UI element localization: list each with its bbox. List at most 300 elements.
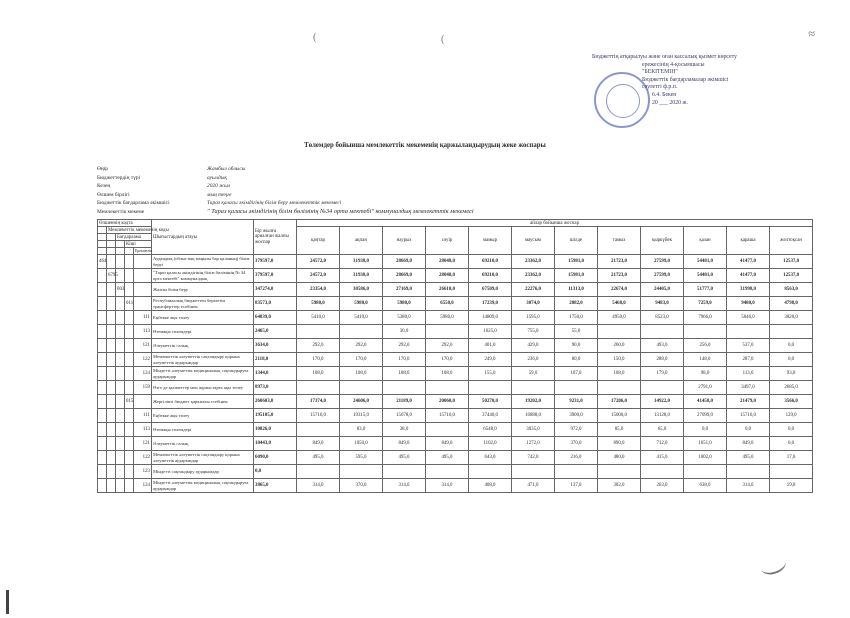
month-value-cell: 108,0 <box>383 367 426 381</box>
month-value-cell: 6550,0 <box>426 297 469 311</box>
code-cell: 011 <box>125 297 134 311</box>
month-value-cell: 1750,0 <box>555 311 598 325</box>
table-row <box>98 311 813 325</box>
code-cell <box>116 367 125 381</box>
code-cell: 121 <box>134 339 152 353</box>
month-value-cell: 83,0 <box>340 423 383 437</box>
month-value-cell: 495,0 <box>297 451 340 465</box>
month-value-cell: 15716,0 <box>727 409 770 423</box>
month-value-cell: 31938,0 <box>340 255 383 269</box>
meta-row <box>97 191 474 200</box>
month-value-cell: 54481,0 <box>684 255 727 269</box>
table-row <box>98 437 813 451</box>
code-cell: 111 <box>134 409 152 423</box>
month-value-cell <box>684 325 727 339</box>
month-value-cell: 113,0 <box>727 367 770 381</box>
code-cell <box>134 395 152 409</box>
month-value-cell: 0,0 <box>770 423 813 437</box>
month-header: сәуір <box>426 227 469 255</box>
month-value-cell: 742,0 <box>512 451 555 465</box>
month-value-cell: 9231,0 <box>555 395 598 409</box>
annual-total-cell: 0,0 <box>254 465 297 479</box>
code-cell <box>107 409 116 423</box>
code-cell <box>125 255 134 269</box>
code-cell <box>125 381 134 395</box>
annual-total-cell: 3634,0 <box>254 339 297 353</box>
code-cell <box>125 479 134 493</box>
month-header: қаңтар <box>297 227 340 255</box>
month-header: мамыр <box>469 227 512 255</box>
annual-total-cell: 1344,0 <box>254 367 297 381</box>
expense-name-cell: Өзге де қызметтер мен жұмыстарға ақы төлеу <box>152 381 254 395</box>
month-value-cell: 22276,0 <box>512 283 555 297</box>
code-cell <box>98 409 107 423</box>
col-header-gov-code: Мемлекеттік мекеменің коды <box>108 227 169 233</box>
month-value-cell: 3566,0 <box>770 395 813 409</box>
month-value-cell: 5980,0 <box>340 297 383 311</box>
code-cell <box>134 269 152 283</box>
code-cell <box>134 297 152 311</box>
month-value-cell: 129,0 <box>770 409 813 423</box>
month-value-cell: 755,0 <box>512 325 555 339</box>
month-value-cell: 314,0 <box>727 479 770 493</box>
code-cell <box>116 423 125 437</box>
month-value-cell: 3900,0 <box>555 409 598 423</box>
code-cell <box>98 381 107 395</box>
annual-total-cell: 2118,0 <box>254 353 297 367</box>
month-value-cell: 1272,0 <box>512 437 555 451</box>
table-row <box>98 325 813 339</box>
code-cell: 124 <box>134 479 152 493</box>
table-row <box>98 465 813 479</box>
month-value-cell: 5410,0 <box>340 311 383 325</box>
month-value-cell: 1651,0 <box>684 437 727 451</box>
month-value-cell: 292,0 <box>340 339 383 353</box>
annual-total-cell: 347274,0 <box>254 283 297 297</box>
month-value-cell: 21479,0 <box>727 395 770 409</box>
code-cell <box>116 381 125 395</box>
code-cell <box>116 451 125 465</box>
month-value-cell: 17,0 <box>770 451 813 465</box>
month-value-cell <box>426 465 469 479</box>
month-value-cell <box>770 325 813 339</box>
code-cell <box>98 479 107 493</box>
month-value-cell: 7966,0 <box>684 311 727 325</box>
month-value-cell: 17239,0 <box>469 297 512 311</box>
month-value-cell: 370,0 <box>340 479 383 493</box>
month-value-cell: 28048,0 <box>426 269 469 283</box>
month-value-cell: 90,0 <box>555 339 598 353</box>
code-cell <box>107 437 116 451</box>
annual-total-cell: 8973,0 <box>254 381 297 395</box>
table-row <box>98 451 813 465</box>
month-value-cell: 415,0 <box>641 451 684 465</box>
month-value-cell: 429,0 <box>512 339 555 353</box>
code-cell <box>98 353 107 367</box>
month-value-cell: 537,0 <box>727 339 770 353</box>
month-value-cell: 314,0 <box>426 479 469 493</box>
code-cell <box>116 395 125 409</box>
meta-label: Бюджеттердің түрі <box>97 174 141 181</box>
code-cell: 124 <box>134 367 152 381</box>
code-cell <box>98 437 107 451</box>
month-value-cell <box>641 465 684 479</box>
month-value-cell: 23362,0 <box>512 255 555 269</box>
month-value-cell: 80,0 <box>555 353 598 367</box>
month-value-cell: 480,0 <box>598 451 641 465</box>
month-header: желтоқсан <box>770 227 813 255</box>
code-cell: 6795 <box>107 269 116 283</box>
month-value-cell: 7259,0 <box>684 297 727 311</box>
month-value-cell: 21189,0 <box>383 395 426 409</box>
month-value-cell: 108,0 <box>426 367 469 381</box>
month-value-cell: 5410,0 <box>297 311 340 325</box>
month-value-cell: 93,0 <box>770 367 813 381</box>
month-value-cell: 85,0 <box>598 423 641 437</box>
col-header-name: Шығыстардың атауы <box>152 220 254 255</box>
month-value-cell: 401,0 <box>469 339 512 353</box>
month-value-cell: 17374,0 <box>297 395 340 409</box>
month-value-cell: 28669,0 <box>383 255 426 269</box>
month-value-cell: 31998,0 <box>727 283 770 297</box>
scan-mark: ( <box>313 32 317 43</box>
meta-label: Мемлекеттік мекеме <box>97 208 145 215</box>
code-cell <box>107 395 116 409</box>
code-cell: 123 <box>134 465 152 479</box>
scan-edge-mark <box>6 590 9 614</box>
month-value-cell: 41458,0 <box>684 395 727 409</box>
month-value-cell: 24405,0 <box>641 283 684 297</box>
month-value-cell: 23362,0 <box>512 269 555 283</box>
month-value-cell: 24606,0 <box>340 395 383 409</box>
code-cell <box>98 325 107 339</box>
code-cell <box>125 409 134 423</box>
expense-name-cell: Еңбекке ақы төлеу <box>152 311 254 325</box>
code-cell <box>125 451 134 465</box>
month-value-cell <box>684 465 727 479</box>
month-value-cell: 15678,0 <box>383 409 426 423</box>
col-header-total: Бір жылға арналған жалпы жоспар <box>254 220 297 255</box>
month-value-cell: 1050,0 <box>340 437 383 451</box>
code-cell <box>116 255 125 269</box>
code-cell <box>116 325 125 339</box>
code-cell <box>125 325 134 339</box>
expense-name-cell: Өтемақы төлемдері <box>152 423 254 437</box>
month-value-cell <box>340 325 383 339</box>
scan-mark: ( <box>441 34 445 45</box>
month-value-cell: 30,0 <box>383 325 426 339</box>
month-value-cell: 27599,0 <box>641 269 684 283</box>
month-value-cell <box>641 381 684 395</box>
code-cell <box>116 479 125 493</box>
month-value-cell <box>383 465 426 479</box>
code-cell <box>125 367 134 381</box>
month-value-cell: 24572,0 <box>297 255 340 269</box>
month-value-cell: 108,0 <box>598 367 641 381</box>
month-value-cell: 170,0 <box>426 353 469 367</box>
month-value-cell: 292,0 <box>383 339 426 353</box>
code-cell: 113 <box>134 325 152 339</box>
month-value-cell: 471,0 <box>512 479 555 493</box>
month-value-cell: 12537,0 <box>770 255 813 269</box>
code-cell <box>98 311 107 325</box>
table-row <box>98 395 813 409</box>
annual-total-cell: 2465,0 <box>254 325 297 339</box>
month-value-cell: 287,0 <box>727 353 770 367</box>
month-value-cell: 170,0 <box>340 353 383 367</box>
month-value-cell <box>297 423 340 437</box>
month-value-cell: 20060,0 <box>426 395 469 409</box>
code-cell <box>98 339 107 353</box>
month-value-cell: 55,0 <box>555 325 598 339</box>
month-value-cell <box>598 381 641 395</box>
month-header: қараша <box>727 227 770 255</box>
code-cell <box>107 451 116 465</box>
col-header-months-group: айлар бойынша жоспар <box>297 220 813 227</box>
month-value-cell: 5468,0 <box>598 297 641 311</box>
code-cell <box>98 465 107 479</box>
meta-row <box>97 199 474 208</box>
table-row <box>98 339 813 353</box>
month-value-cell: 13128,0 <box>641 409 684 423</box>
month-value-cell: 849,0 <box>297 437 340 451</box>
month-value-cell: 849,0 <box>383 437 426 451</box>
month-value-cell: 69210,0 <box>469 269 512 283</box>
month-value-cell: 9480,0 <box>727 297 770 311</box>
month-value-cell: 495,0 <box>727 451 770 465</box>
month-value-cell: 98,0 <box>684 367 727 381</box>
month-value-cell: 170,0 <box>297 353 340 367</box>
month-value-cell: 28669,0 <box>383 269 426 283</box>
month-value-cell <box>297 465 340 479</box>
month-value-cell: 27099,0 <box>684 409 727 423</box>
month-value-cell: 288,0 <box>641 353 684 367</box>
annual-total-cell: 379597,0 <box>254 269 297 283</box>
expense-name-cell: Мемлекеттік әлеуметтік сақтандыру қорына әлеуметтік аударымдар <box>152 353 254 367</box>
meta-value: ауылдық <box>207 174 227 181</box>
code-cell <box>125 283 134 297</box>
month-value-cell <box>727 325 770 339</box>
annual-total-cell: 3865,0 <box>254 479 297 493</box>
expense-name-cell: Мемлекеттік әлеуметтік сақтандыру қорына әлеуметтік аударымдар <box>152 451 254 465</box>
meta-row <box>97 174 474 183</box>
meta-value: мың теңге <box>207 191 232 198</box>
month-value-cell: 69210,0 <box>469 255 512 269</box>
expense-name-cell: Міндетті әлеуметтік медициналық сақтандыруға аударымдар <box>152 479 254 493</box>
code-cell <box>107 465 116 479</box>
month-value-cell: 2791,0 <box>684 381 727 395</box>
month-value-cell: 292,0 <box>297 339 340 353</box>
code-cell <box>107 311 116 325</box>
meta-label: Өңір <box>97 166 108 172</box>
col-header-program: Бағдарлама <box>116 234 152 241</box>
code-cell <box>134 255 152 269</box>
month-value-cell: 260,0 <box>598 339 641 353</box>
month-value-cell: 4950,0 <box>598 311 641 325</box>
month-value-cell: 216,0 <box>555 451 598 465</box>
table-row <box>98 297 813 311</box>
month-header: қыркүйек <box>641 227 684 255</box>
month-value-cell: 1595,0 <box>512 311 555 325</box>
month-value-cell: 16888,0 <box>512 409 555 423</box>
month-value-cell: 137,0 <box>555 479 598 493</box>
code-cell <box>107 325 116 339</box>
month-value-cell: 1002,0 <box>684 451 727 465</box>
month-value-cell: 890,0 <box>598 437 641 451</box>
month-value-cell: 638,0 <box>684 479 727 493</box>
month-value-cell: 0,0 <box>727 423 770 437</box>
table-row <box>98 353 813 367</box>
expense-name-cell: Республикалық бюджеттен берілетін трансферттер есебінен <box>152 297 254 311</box>
code-cell <box>116 297 125 311</box>
code-cell <box>107 339 116 353</box>
month-value-cell <box>469 465 512 479</box>
code-cell <box>116 353 125 367</box>
month-value-cell: 712,0 <box>641 437 684 451</box>
table-row <box>98 479 813 493</box>
month-value-cell: 108,0 <box>297 367 340 381</box>
month-value-cell: 150,0 <box>598 353 641 367</box>
month-value-cell: 0,0 <box>770 437 813 451</box>
month-value-cell <box>297 325 340 339</box>
code-cell: 464 <box>98 255 107 269</box>
expense-name-cell: Әлеуметтік салық <box>152 339 254 353</box>
month-value-cell: 15981,0 <box>555 255 598 269</box>
month-value-cell: 0,0 <box>770 353 813 367</box>
meta-value: Тараз қаласы әкімдігінің білім беру мемлекеттік мекемесі <box>207 200 342 207</box>
table-row <box>98 409 813 423</box>
col-header-subprogram: Кіші <box>125 241 152 248</box>
month-header: наурыз <box>383 227 426 255</box>
annual-total-cell: 260603,0 <box>254 395 297 409</box>
month-value-cell: 6548,0 <box>469 423 512 437</box>
code-cell <box>107 381 116 395</box>
month-value-cell <box>297 381 340 395</box>
code-cell: 121 <box>134 437 152 451</box>
month-value-cell: 27169,0 <box>383 283 426 297</box>
code-cell <box>125 269 134 283</box>
month-header: шілде <box>555 227 598 255</box>
meta-label: Бюджеттік бағдарлама әкімшісі <box>97 200 170 207</box>
month-value-cell: 8523,0 <box>641 311 684 325</box>
month-value-cell: 155,0 <box>469 367 512 381</box>
approval-line: 6.4. Бекен <box>652 91 677 98</box>
expense-name-cell: "Тараз қаласы әкімдігінің білім бөлімінің № 34 орта мектебі" коммуналдық <box>152 269 254 283</box>
code-cell <box>107 479 116 493</box>
month-value-cell: 1625,0 <box>469 325 512 339</box>
month-value-cell: 249,0 <box>469 353 512 367</box>
annual-total-cell: 10826,0 <box>254 423 297 437</box>
month-value-cell: 15981,0 <box>555 269 598 283</box>
month-value-cell <box>426 381 469 395</box>
table-row <box>98 269 813 283</box>
expense-name-cell: Жергілікті бюджет қаражаты есебінен <box>152 395 254 409</box>
month-value-cell: 108,0 <box>340 367 383 381</box>
code-cell <box>125 339 134 353</box>
code-cell <box>107 297 116 311</box>
annual-total-cell: 83573,0 <box>254 297 297 311</box>
code-cell <box>98 269 107 283</box>
month-value-cell: 26610,0 <box>426 283 469 297</box>
month-value-cell: 38,0 <box>383 423 426 437</box>
approval-line: "БЕКІТЕМІН" <box>642 69 678 76</box>
month-value-cell <box>340 465 383 479</box>
code-cell <box>107 423 116 437</box>
month-value-cell <box>555 381 598 395</box>
month-value-cell: 4798,0 <box>770 297 813 311</box>
expense-name-cell: Еңбекке ақы төлеу <box>152 409 254 423</box>
month-value-cell: 30586,0 <box>340 283 383 297</box>
month-value-cell: 370,0 <box>555 437 598 451</box>
month-value-cell: 19,0 <box>770 479 813 493</box>
month-value-cell <box>512 465 555 479</box>
month-value-cell: 0,0 <box>770 339 813 353</box>
approval-line: сәулетгі ф.р.п. <box>642 84 678 91</box>
annual-total-cell: 379597,0 <box>254 255 297 269</box>
month-value-cell: 15000,0 <box>598 409 641 423</box>
month-value-cell: 41477,0 <box>727 269 770 283</box>
month-value-cell: 50270,0 <box>469 395 512 409</box>
approval-date: 20 ___ 2020 ж. <box>652 99 688 106</box>
code-cell <box>98 367 107 381</box>
code-cell <box>116 409 125 423</box>
month-value-cell: 24572,0 <box>297 269 340 283</box>
month-value-cell <box>598 465 641 479</box>
approval-line: Бюджеттің атқарылуы және оған кассалық қызмет көрсету <box>592 54 737 60</box>
month-value-cell: 643,0 <box>469 451 512 465</box>
code-cell <box>98 395 107 409</box>
approval-line: ережесінің 4-қосымшасы <box>642 61 705 68</box>
handwritten-scribble <box>758 552 788 577</box>
code-cell <box>107 367 116 381</box>
code-cell <box>125 353 134 367</box>
expense-name-cell: Жалпы білім беру <box>152 283 254 297</box>
annual-total-cell: 195105,0 <box>254 409 297 423</box>
month-value-cell: 41477,0 <box>727 255 770 269</box>
month-value-cell: 263,0 <box>641 479 684 493</box>
month-value-cell: 595,0 <box>340 451 383 465</box>
code-cell <box>125 311 134 325</box>
code-cell <box>134 283 152 297</box>
month-value-cell: 179,0 <box>641 367 684 381</box>
month-value-cell: 3035,0 <box>512 423 555 437</box>
month-value-cell: 15716,0 <box>297 409 340 423</box>
code-cell <box>98 283 107 297</box>
month-value-cell: 0,0 <box>684 423 727 437</box>
code-cell <box>107 255 116 269</box>
table-row <box>98 367 813 381</box>
month-value-cell: 5046,0 <box>727 311 770 325</box>
month-value-cell: 65,0 <box>641 423 684 437</box>
month-value-cell: 22674,0 <box>598 283 641 297</box>
annual-total-cell: 6090,0 <box>254 451 297 465</box>
month-value-cell: 2685,0 <box>770 381 813 395</box>
month-value-cell: 21723,0 <box>598 255 641 269</box>
table-row <box>98 381 813 395</box>
expense-name-cell: Әлеуметтік салық <box>152 437 254 451</box>
month-value-cell: 28048,0 <box>426 255 469 269</box>
month-value-cell: 495,0 <box>383 451 426 465</box>
month-value-cell <box>340 381 383 395</box>
meta-row <box>97 165 474 174</box>
handwritten-page-mark: ≈ <box>806 25 817 42</box>
col-header-specifics: Ерекшелік <box>135 249 153 253</box>
month-value-cell: 19315,0 <box>340 409 383 423</box>
month-value-cell <box>426 325 469 339</box>
month-value-cell: 5980,0 <box>297 297 340 311</box>
meta-row <box>97 182 474 191</box>
code-cell <box>107 283 116 297</box>
